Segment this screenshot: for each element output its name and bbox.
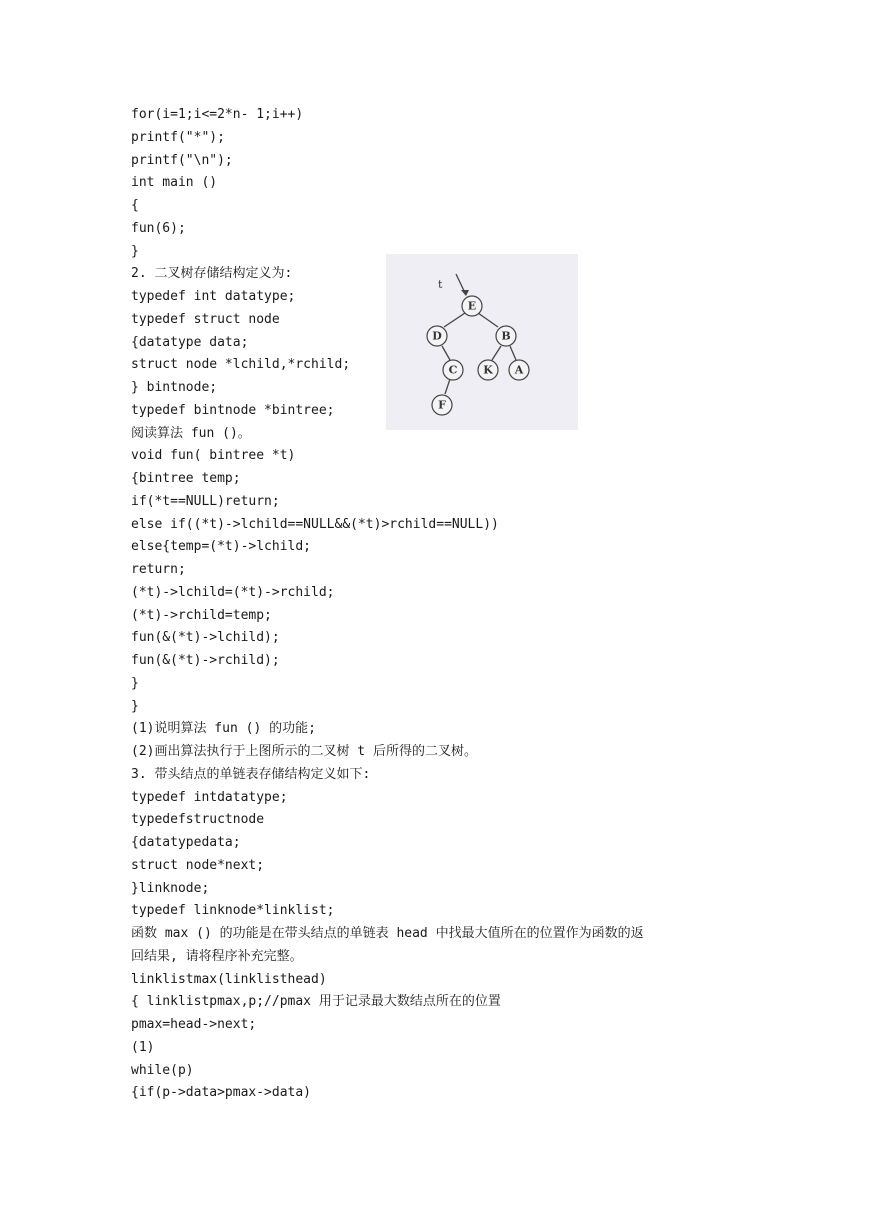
text-line: struct node *lchild,*rchild; [131, 357, 351, 373]
tree-node-D [427, 326, 447, 346]
text-line: 3. 带头结点的单链表存储结构定义如下: [131, 766, 371, 782]
text-line: } bintnode; [131, 380, 218, 395]
svg-text:D: D [432, 329, 442, 343]
binary-tree-diagram [386, 254, 578, 430]
text-line: 阅读算法 fun ()。 [131, 425, 251, 441]
tree-node-K [478, 360, 498, 380]
text-line: typedefstructnode [131, 812, 265, 828]
svg-text:C: C [448, 363, 458, 377]
text-line: for(i=1;i<=2*n- 1;i++) [131, 107, 304, 122]
text-line: return; [131, 562, 186, 577]
text-line: typedef linknode*linklist; [131, 903, 335, 919]
svg-text:A: A [514, 363, 524, 377]
text-line: pmax=head->next; [131, 1017, 257, 1032]
tree-pointer-label: t [438, 278, 443, 291]
text-line: } [131, 243, 139, 259]
text-line: 回结果, 请将程序补充完整。 [131, 948, 303, 964]
text-line: fun(&(*t)->lchild); [131, 630, 280, 646]
tree-node-C [443, 360, 463, 380]
text-line: (*t)->lchild=(*t)->rchild; [131, 584, 335, 600]
text-line: if(*t==NULL)return; [131, 493, 280, 509]
text-line: (*t)->rchild=temp; [131, 607, 272, 623]
text-line: } [131, 698, 139, 714]
text-line: } [131, 675, 139, 691]
svg-text:K: K [483, 363, 493, 377]
text-line: (2)画出算法执行于上图所示的二叉树 t 后所得的二叉树。 [131, 744, 477, 759]
tree-node-B [496, 326, 516, 346]
text-line: {datatype data; [131, 334, 249, 350]
text-line: else{temp=(*t)->lchild; [131, 539, 312, 555]
edge-C-F [445, 379, 450, 394]
edge-B-A [510, 346, 516, 360]
binary-tree-figure [386, 254, 578, 430]
text-line: { linklistpmax,p;//pmax 用于记录最大数结点所在的位置 [131, 994, 501, 1010]
tree-node-F [432, 395, 452, 415]
text-line: int main () [131, 175, 218, 191]
text-line: printf("*"); [131, 129, 225, 145]
text-line: {bintree temp; [131, 471, 241, 486]
edge-D-C [442, 346, 450, 360]
edge-B-K [492, 346, 501, 360]
text-line: 函数 max () 的功能是在带头结点的单链表 head 中找最大值所在的位置作为函数的返 [131, 926, 644, 941]
svg-text:F: F [438, 398, 446, 412]
text-line: else if((*t)->lchild==NULL&&(*t)>rchild==NULL)) [131, 516, 499, 532]
svg-text:B: B [501, 329, 511, 343]
text-line: typedef intdatatype; [131, 789, 288, 805]
text-line: {if(p->data>pmax->data) [131, 1085, 312, 1101]
text-line: typedef struct node [131, 311, 280, 327]
text-line: typedef bintnode *bintree; [131, 402, 335, 418]
text-line: fun(6); [131, 220, 186, 236]
text-line: typedef int datatype; [131, 289, 296, 304]
edge-E-D [444, 313, 465, 327]
tree-pointer-arrowhead [461, 290, 469, 296]
text-line: 2. 二叉树存储结构定义为: [131, 266, 293, 282]
text-line: void fun( bintree *t) [131, 448, 296, 464]
text-line: while(p) [131, 1062, 194, 1078]
text-line: linklistmax(linklisthead) [131, 971, 327, 987]
text-line: struct node*next; [131, 857, 265, 873]
tree-node-E [462, 296, 482, 316]
text-line: printf("\n"); [131, 152, 233, 168]
text-line: (1) [131, 1039, 155, 1055]
text-line: fun(&(*t)->rchild); [131, 653, 280, 668]
tree-node-A [509, 360, 529, 380]
svg-text:E: E [467, 299, 477, 313]
text-line: }linknode; [131, 880, 210, 896]
edge-E-B [478, 313, 498, 327]
text-line: {datatypedata; [131, 835, 241, 850]
text-line: (1)说明算法 fun () 的功能; [131, 721, 316, 737]
text-line: { [131, 198, 139, 213]
